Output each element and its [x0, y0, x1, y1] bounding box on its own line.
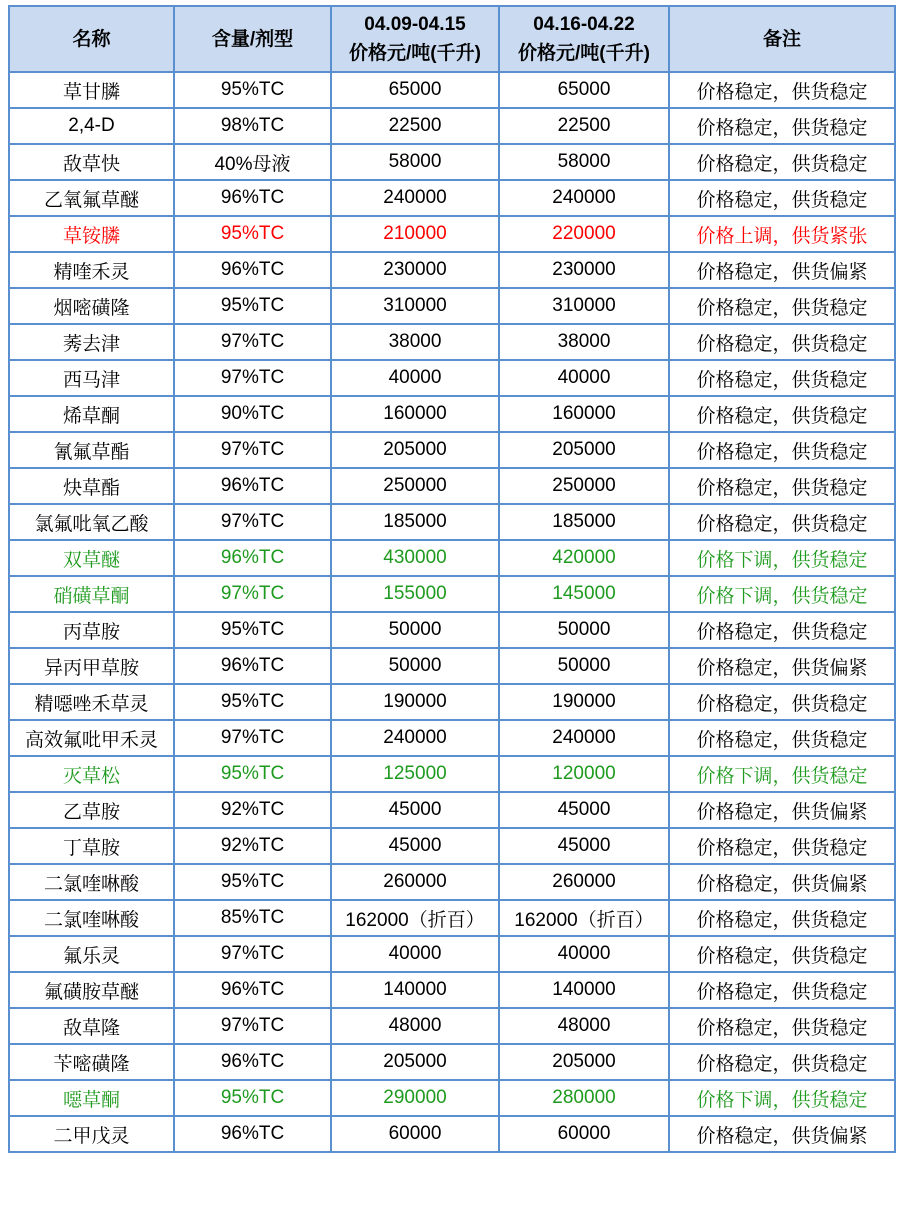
cell-note: 价格下调，供货稳定: [669, 540, 895, 576]
cell-price-week1: 50000: [331, 648, 499, 684]
cell-name: 噁草酮: [9, 1080, 174, 1116]
cell-content: 98%TC: [174, 108, 331, 144]
cell-price-week1: 125000: [331, 756, 499, 792]
header-week2: [499, 6, 669, 72]
header-week1-dates: 04.09-04.15: [364, 14, 466, 35]
cell-name: 二氯喹啉酸: [9, 864, 174, 900]
cell-note: 价格稳定，供货稳定: [669, 324, 895, 360]
cell-content: 96%TC: [174, 468, 331, 504]
table-row: [9, 684, 895, 720]
table-row: [9, 396, 895, 432]
cell-price-week2: 160000: [499, 396, 669, 432]
cell-content: 40%母液: [174, 144, 331, 180]
cell-name: 乙氧氟草醚: [9, 180, 174, 216]
cell-name: 硝磺草酮: [9, 576, 174, 612]
cell-price-week1: 160000: [331, 396, 499, 432]
cell-price-week2: 120000: [499, 756, 669, 792]
cell-note: 价格稳定，供货稳定: [669, 72, 895, 108]
table-row: [9, 1008, 895, 1044]
table-row: [9, 648, 895, 684]
cell-price-week2: 48000: [499, 1008, 669, 1044]
table-header-row: [9, 6, 895, 72]
cell-price-week1: 185000: [331, 504, 499, 540]
table-row: [9, 252, 895, 288]
cell-price-week1: 40000: [331, 936, 499, 972]
cell-note: 价格稳定，供货稳定: [669, 360, 895, 396]
header-week1-unit: 价格元/吨(千升): [349, 43, 481, 64]
cell-price-week2: 50000: [499, 612, 669, 648]
cell-price-week1: 22500: [331, 108, 499, 144]
cell-name: 氯氟吡氧乙酸: [9, 504, 174, 540]
cell-note: 价格下调，供货稳定: [669, 756, 895, 792]
cell-price-week2: 190000: [499, 684, 669, 720]
cell-note: 价格稳定，供货稳定: [669, 828, 895, 864]
cell-price-week1: 45000: [331, 792, 499, 828]
cell-price-week2: 310000: [499, 288, 669, 324]
table-row: [9, 144, 895, 180]
cell-content: 95%TC: [174, 72, 331, 108]
cell-price-week2: 140000: [499, 972, 669, 1008]
cell-name: 草甘膦: [9, 72, 174, 108]
cell-note: 价格稳定，供货稳定: [669, 720, 895, 756]
cell-name: 西马津: [9, 360, 174, 396]
cell-price-week1: 40000: [331, 360, 499, 396]
cell-note: 价格稳定，供货稳定: [669, 972, 895, 1008]
cell-content: 97%TC: [174, 576, 331, 612]
cell-price-week2: 40000: [499, 360, 669, 396]
cell-price-week1: 260000: [331, 864, 499, 900]
table-row: [9, 504, 895, 540]
table-row: [9, 180, 895, 216]
cell-name: 二氯喹啉酸: [9, 900, 174, 936]
cell-price-week2: 250000: [499, 468, 669, 504]
cell-price-week1: 58000: [331, 144, 499, 180]
table-row: [9, 216, 895, 252]
cell-name: 精噁唑禾草灵: [9, 684, 174, 720]
cell-content: 97%TC: [174, 936, 331, 972]
cell-content: 96%TC: [174, 180, 331, 216]
cell-note: 价格稳定，供货稳定: [669, 684, 895, 720]
table-row: [9, 72, 895, 108]
cell-price-week1: 50000: [331, 612, 499, 648]
cell-name: 烟嘧磺隆: [9, 288, 174, 324]
cell-price-week1: 310000: [331, 288, 499, 324]
table-row: [9, 432, 895, 468]
table-row: [9, 792, 895, 828]
cell-price-week1: 210000: [331, 216, 499, 252]
cell-price-week2: 280000: [499, 1080, 669, 1116]
cell-note: 价格上调，供货紧张: [669, 216, 895, 252]
cell-note: 价格稳定，供货稳定: [669, 900, 895, 936]
cell-price-week1: 430000: [331, 540, 499, 576]
cell-price-week1: 205000: [331, 432, 499, 468]
cell-name: 丁草胺: [9, 828, 174, 864]
table-row: [9, 1044, 895, 1080]
cell-note: 价格稳定，供货稳定: [669, 936, 895, 972]
header-week1: [331, 6, 499, 72]
cell-name: 烯草酮: [9, 396, 174, 432]
cell-price-week2: 40000: [499, 936, 669, 972]
cell-name: 精喹禾灵: [9, 252, 174, 288]
cell-price-week2: 260000: [499, 864, 669, 900]
cell-note: 价格稳定，供货稳定: [669, 288, 895, 324]
cell-price-week1: 190000: [331, 684, 499, 720]
cell-note: 价格稳定，供货稳定: [669, 396, 895, 432]
cell-content: 92%TC: [174, 792, 331, 828]
cell-name: 二甲戊灵: [9, 1116, 174, 1152]
table-row: [9, 540, 895, 576]
table-row: [9, 1116, 895, 1152]
cell-name: 异丙甲草胺: [9, 648, 174, 684]
table-row: [9, 468, 895, 504]
cell-price-week2: 145000: [499, 576, 669, 612]
cell-price-week2: 240000: [499, 180, 669, 216]
cell-content: 97%TC: [174, 1008, 331, 1044]
cell-price-week2: 205000: [499, 1044, 669, 1080]
cell-price-week2: 22500: [499, 108, 669, 144]
cell-note: 价格稳定，供货偏紧: [669, 792, 895, 828]
cell-content: 96%TC: [174, 1044, 331, 1080]
cell-name: 炔草酯: [9, 468, 174, 504]
cell-content: 96%TC: [174, 1116, 331, 1152]
table-row: [9, 1080, 895, 1116]
cell-name: 氰氟草酯: [9, 432, 174, 468]
cell-price-week1: 205000: [331, 1044, 499, 1080]
table-row: [9, 360, 895, 396]
cell-name: 莠去津: [9, 324, 174, 360]
cell-price-week1: 48000: [331, 1008, 499, 1044]
table-row: [9, 288, 895, 324]
cell-price-week2: 185000: [499, 504, 669, 540]
cell-price-week2: 205000: [499, 432, 669, 468]
cell-price-week1: 240000: [331, 720, 499, 756]
cell-content: 97%TC: [174, 360, 331, 396]
cell-price-week2: 162000（折百）: [499, 900, 669, 936]
cell-price-week1: 60000: [331, 1116, 499, 1152]
cell-price-week2: 38000: [499, 324, 669, 360]
table-row: [9, 108, 895, 144]
cell-content: 97%TC: [174, 504, 331, 540]
cell-content: 95%TC: [174, 684, 331, 720]
cell-price-week1: 65000: [331, 72, 499, 108]
cell-price-week1: 230000: [331, 252, 499, 288]
cell-price-week2: 240000: [499, 720, 669, 756]
table-row: [9, 900, 895, 936]
table-row: [9, 756, 895, 792]
cell-price-week2: 65000: [499, 72, 669, 108]
cell-note: 价格稳定，供货偏紧: [669, 1116, 895, 1152]
cell-price-week2: 45000: [499, 792, 669, 828]
cell-note: 价格稳定，供货稳定: [669, 1044, 895, 1080]
cell-content: 90%TC: [174, 396, 331, 432]
cell-name: 氟磺胺草醚: [9, 972, 174, 1008]
cell-name: 敌草快: [9, 144, 174, 180]
table-body: [9, 72, 895, 1152]
cell-content: 95%TC: [174, 612, 331, 648]
cell-price-week2: 60000: [499, 1116, 669, 1152]
table-row: [9, 936, 895, 972]
cell-price-week1: 290000: [331, 1080, 499, 1116]
header-note: 备注: [669, 6, 895, 72]
cell-name: 丙草胺: [9, 612, 174, 648]
cell-name: 灭草松: [9, 756, 174, 792]
cell-note: 价格稳定，供货稳定: [669, 612, 895, 648]
cell-note: 价格下调，供货稳定: [669, 1080, 895, 1116]
table-row: [9, 828, 895, 864]
cell-note: 价格稳定，供货稳定: [669, 108, 895, 144]
header-week2-dates: 04.16-04.22: [533, 14, 635, 35]
cell-price-week1: 38000: [331, 324, 499, 360]
table-row: [9, 972, 895, 1008]
cell-content: 85%TC: [174, 900, 331, 936]
cell-note: 价格稳定，供货稳定: [669, 432, 895, 468]
cell-price-week2: 230000: [499, 252, 669, 288]
cell-note: 价格稳定，供货稳定: [669, 180, 895, 216]
cell-content: 95%TC: [174, 216, 331, 252]
table-row: [9, 864, 895, 900]
cell-content: 96%TC: [174, 540, 331, 576]
table-row: [9, 612, 895, 648]
cell-note: 价格稳定，供货偏紧: [669, 252, 895, 288]
cell-price-week1: 240000: [331, 180, 499, 216]
cell-content: 96%TC: [174, 252, 331, 288]
cell-content: 96%TC: [174, 972, 331, 1008]
cell-price-week2: 220000: [499, 216, 669, 252]
cell-price-week2: 420000: [499, 540, 669, 576]
cell-content: 97%TC: [174, 432, 331, 468]
cell-name: 2,4-D: [9, 108, 174, 144]
cell-name: 高效氟吡甲禾灵: [9, 720, 174, 756]
cell-price-week1: 155000: [331, 576, 499, 612]
cell-note: 价格稳定，供货稳定: [669, 504, 895, 540]
cell-price-week1: 140000: [331, 972, 499, 1008]
cell-note: 价格稳定，供货偏紧: [669, 648, 895, 684]
cell-content: 97%TC: [174, 720, 331, 756]
cell-price-week2: 45000: [499, 828, 669, 864]
cell-name: 草铵膦: [9, 216, 174, 252]
cell-price-week1: 162000（折百）: [331, 900, 499, 936]
table-row: [9, 324, 895, 360]
table-row: [9, 576, 895, 612]
cell-content: 95%TC: [174, 864, 331, 900]
cell-content: 95%TC: [174, 1080, 331, 1116]
cell-content: 97%TC: [174, 324, 331, 360]
cell-name: 苄嘧磺隆: [9, 1044, 174, 1080]
header-week2-unit: 价格元/吨(千升): [518, 43, 650, 64]
cell-note: 价格稳定，供货稳定: [669, 144, 895, 180]
cell-price-week2: 50000: [499, 648, 669, 684]
cell-note: 价格稳定，供货偏紧: [669, 864, 895, 900]
cell-name: 双草醚: [9, 540, 174, 576]
cell-content: 92%TC: [174, 828, 331, 864]
cell-note: 价格稳定，供货稳定: [669, 1008, 895, 1044]
cell-note: 价格下调，供货稳定: [669, 576, 895, 612]
cell-price-week1: 250000: [331, 468, 499, 504]
cell-content: 95%TC: [174, 288, 331, 324]
cell-price-week1: 45000: [331, 828, 499, 864]
cell-price-week2: 58000: [499, 144, 669, 180]
herbicide-price-table: [8, 5, 896, 1153]
cell-note: 价格稳定，供货稳定: [669, 468, 895, 504]
header-name: 名称: [9, 6, 174, 72]
table-row: [9, 720, 895, 756]
header-content: 含量/剂型: [174, 6, 331, 72]
cell-name: 氟乐灵: [9, 936, 174, 972]
cell-name: 敌草隆: [9, 1008, 174, 1044]
cell-name: 乙草胺: [9, 792, 174, 828]
cell-content: 96%TC: [174, 648, 331, 684]
cell-content: 95%TC: [174, 756, 331, 792]
